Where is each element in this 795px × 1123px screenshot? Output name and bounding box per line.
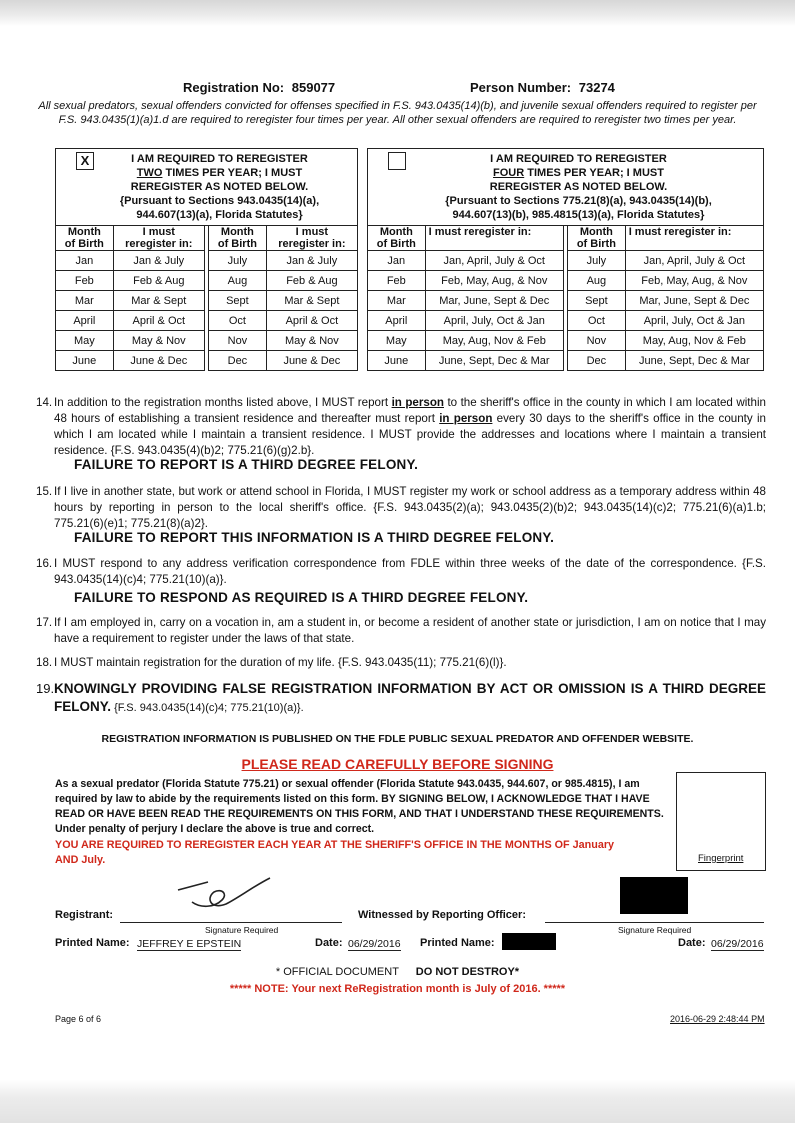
next-reregistration-note: ***** NOTE: Your next ReRegistration month is July of 2016. ***** [229, 983, 566, 995]
col-month-2: of Birth [217, 238, 257, 250]
date-right-value: 06/29/2016 [711, 938, 764, 950]
cell: Mar & Sept [266, 291, 357, 311]
item-16 [36, 556, 766, 588]
two-times-table [55, 148, 358, 371]
item-15 [36, 484, 766, 532]
table-row [56, 271, 358, 291]
table-row [368, 271, 764, 291]
two-times-line2-rest: TIMES PER YEAR; I MUST [162, 167, 303, 179]
cell: Jan & July [266, 251, 357, 271]
signature-required-left: Signature Required [205, 925, 279, 935]
false-info-warning: KNOWINGLY PROVIDING FALSE REGISTRATION INFORMATION BY ACT OR OMISSION IS A THIRD DEGREE FELONY. [54, 681, 766, 714]
cell: May & Nov [113, 331, 204, 351]
printed-name-label-2: Printed Name: [420, 937, 495, 949]
felony-warning-14: FAILURE TO REPORT IS A THIRD DEGREE FELONY. [74, 457, 419, 472]
two-times-underlined: TWO [136, 167, 163, 179]
item-text: I MUST maintain registration for the duration of my life. {F.S. 943.0435(11); 775.21(6)(l)}. [54, 656, 507, 669]
cell: Sept [209, 291, 267, 311]
col-must-header-2 [625, 226, 763, 251]
item-number: 16. [36, 557, 53, 570]
registration-value: 859077 [291, 80, 336, 95]
col-must-header-2 [266, 226, 357, 251]
cell: Feb & Aug [266, 271, 357, 291]
cell: June [368, 351, 426, 371]
cell: Feb [56, 271, 114, 291]
col-must: I must reregister in: [628, 226, 732, 238]
item-18 [36, 655, 766, 671]
cell: Oct [568, 311, 626, 331]
cell: Nov [209, 331, 267, 351]
cell: Mar, June, Sept & Dec [425, 291, 563, 311]
cell: Jan [56, 251, 114, 271]
fingerprint-label: Fingerprint [698, 853, 744, 864]
felony-warning-15: FAILURE TO REPORT THIS INFORMATION IS A THIRD DEGREE FELONY. [74, 530, 555, 545]
table-row [56, 351, 358, 371]
witness-label: Witnessed by Reporting Officer: [358, 909, 526, 921]
item-text: to the sheriff's office in the county in which I am located within 48 hours of establishing a transient residence and thereafter must report [54, 396, 766, 425]
item-text: If I live in another state, but work or attend school in Florida, I MUST register my work or school address as a temporary address within 48 hours by reporting in person to the local sheriff's office. {F.S. 943.0435(2)(a); 943.0435(2)(b)2; 943.0435(14)(c)2; 775.21(6)(a)1.b; 775.21(6)(e)1; 775.21(8)(a)2}. [54, 485, 766, 530]
cell: May [368, 331, 426, 351]
four-times-line1: I AM REQUIRED TO REREGISTER [490, 153, 667, 165]
cell: Aug [209, 271, 267, 291]
item-number: 18. [36, 656, 53, 669]
col-must: I must reregister in: [428, 226, 532, 238]
col-month-1: Month [379, 226, 413, 238]
item-text: If I am employed in, carry on a vocation in, am a student in, or become a resident of another state or jurisdiction, I am on notice that I may have a requirement to register under the laws of that state. [54, 616, 766, 645]
col-month-header [56, 226, 114, 251]
four-times-line3: REREGISTER AS NOTED BELOW. [489, 181, 668, 193]
cell: April & Oct [266, 311, 357, 331]
table-row [56, 291, 358, 311]
person-number [470, 80, 615, 95]
col-month-1: Month [67, 226, 101, 238]
date-label-left: Date: [315, 937, 343, 949]
col-must-2: reregister in: [125, 238, 193, 250]
cell: Dec [568, 351, 626, 371]
in-person-emphasis: in person [391, 396, 444, 409]
cell: Mar & Sept [113, 291, 204, 311]
cell: May, Aug, Nov & Feb [625, 331, 763, 351]
cell: May [56, 331, 114, 351]
col-month-1: Month [579, 226, 613, 238]
table-row [56, 331, 358, 351]
two-times-line3: REREGISTER AS NOTED BELOW. [130, 181, 309, 193]
cell: Mar [368, 291, 426, 311]
table-row [368, 311, 764, 331]
col-month-header-2 [568, 226, 626, 251]
four-times-line4: {Pursuant to Sections 775.21(8)(a), 943.0435(14)(b), [445, 195, 712, 207]
cell: April, July, Oct & Jan [425, 311, 563, 331]
cell: Nov [568, 331, 626, 351]
four-times-table [367, 148, 764, 371]
item-number: 15. [36, 485, 53, 498]
item-number: 14. [36, 396, 53, 409]
col-month-2: of Birth [64, 238, 104, 250]
two-times-line5: 944.607(13)(a), Florida Statutes} [136, 209, 303, 221]
cell: Jan [368, 251, 426, 271]
four-times-heading [368, 149, 764, 226]
col-must-header [113, 226, 204, 251]
do-not-destroy: DO NOT DESTROY* [415, 966, 520, 978]
printed-name-value: JEFFREY E EPSTEIN [137, 938, 242, 950]
cell: July [568, 251, 626, 271]
table-row [56, 251, 358, 271]
redaction-officer-name [502, 933, 556, 950]
item-number: 17. [36, 616, 53, 629]
cell: June, Sept, Dec & Mar [625, 351, 763, 371]
four-times-line5: 944.607(13)(b), 985.4815(13)(a), Florida Statutes} [452, 209, 705, 221]
person-label: Person Number: [470, 80, 572, 95]
acknowledgement-text: As a sexual predator (Florida Statute 775.21) or sexual offender (Florida Statute 943.0435, 944.607, or 985.4815), I am required by law to abide by the requirements listed on this form. BY SIGNING BELOW, I ACKNOWLEDGE THAT I HAVE READ OR HAVE BEEN READ THE REQUIREMENTS ON THIS FORM, AND THAT I UNDERSTAND THESE REQUIREMENTS. Under penalty of perjury I declare the above is true and correct. [55, 778, 664, 835]
four-times-line2-rest: TIMES PER YEAR; I MUST [524, 167, 664, 179]
signature-stroke [178, 878, 270, 906]
registrant-signature-line[interactable] [120, 922, 342, 923]
cell: Feb, May, Aug, & Nov [425, 271, 563, 291]
cell: April & Oct [113, 311, 204, 331]
official-document: * OFFICIAL DOCUMENT [275, 966, 399, 978]
cell: Sept [568, 291, 626, 311]
signature-required-right: Signature Required [618, 925, 692, 935]
four-times-checkbox[interactable] [388, 152, 406, 170]
four-times-line2 [398, 166, 759, 180]
cell: April, July, Oct & Jan [625, 311, 763, 331]
two-times-heading [56, 149, 358, 226]
cell: Mar [56, 291, 114, 311]
registrant-signature [170, 872, 280, 918]
cell: Jan, April, July & Oct [425, 251, 563, 271]
in-person-emphasis: in person [439, 412, 493, 425]
registrant-label: Registrant: [55, 909, 114, 921]
cell: Jan, April, July & Oct [625, 251, 763, 271]
published-note: REGISTRATION INFORMATION IS PUBLISHED ON THE FDLE PUBLIC SEXUAL PREDATOR AND OFFENDER WEBSITE. [101, 733, 694, 745]
col-must-header [425, 226, 563, 251]
checkbox-mark: X [80, 153, 90, 168]
two-times-line4: {Pursuant to Sections 943.0435(14)(a), [119, 195, 320, 207]
date-left-value: 06/29/2016 [348, 938, 401, 950]
cell: Dec [209, 351, 267, 371]
cell: May, Aug, Nov & Feb [425, 331, 563, 351]
official-document-line [0, 966, 795, 978]
felony-warning-16: FAILURE TO RESPOND AS REQUIRED IS A THIRD DEGREE FELONY. [74, 590, 529, 605]
cell: May & Nov [266, 331, 357, 351]
table-row [56, 311, 358, 331]
item-19 [36, 680, 766, 717]
table-row [368, 351, 764, 371]
cell: April [56, 311, 114, 331]
col-month-header-2 [209, 226, 267, 251]
cell: June & Dec [266, 351, 357, 371]
intro-paragraph: All sexual predators, sexual offenders convicted for offenses specified in F.S. 943.0435(14)(b), and juvenile sexual offenders required to register per F.S. 943.0435(1)(a)1.d are required to reregister four times per year. All other sexual offenders are required to reregister two times per year. [38, 100, 757, 126]
cell: Feb & Aug [113, 271, 204, 291]
two-times-line2 [86, 166, 353, 180]
item-text: every 30 days to the sheriff's office in the county in which I am located while I maintain a transient residence. I MUST provide the addresses and locations where I maintain a transient residence. {F.S. 943.0435(4)(b)2; 775.21(6)(g)2.b}. [54, 412, 766, 457]
item-text: In addition to the registration months listed above, I MUST report [54, 396, 392, 409]
cell: July [209, 251, 267, 271]
col-must-2: reregister in: [278, 238, 346, 250]
cell: June, Sept, Dec & Mar [425, 351, 563, 371]
two-times-line1: I AM REQUIRED TO REREGISTER [131, 153, 308, 165]
item-citation: {F.S. 943.0435(14)(c)4; 775.21(10)(a)}. [111, 702, 304, 714]
person-value: 73274 [578, 80, 615, 95]
cell: Mar, June, Sept & Dec [625, 291, 763, 311]
col-must-1: I must [295, 226, 329, 238]
page-number: Page 6 of 6 [55, 1014, 102, 1024]
item-number: 19. [36, 681, 55, 696]
cell: Feb, May, Aug, & Nov [625, 271, 763, 291]
cell: Oct [209, 311, 267, 331]
redaction-witness-signature [620, 877, 688, 914]
cell: April [368, 311, 426, 331]
two-times-checkbox[interactable] [76, 152, 94, 170]
table-row [368, 331, 764, 351]
witness-signature-line[interactable] [545, 922, 764, 923]
col-month-header [368, 226, 426, 251]
item-text: I MUST respond to any address verification correspondence from FDLE within three weeks of the date of the correspondence. {F.S. 943.0435(14)(c)4; 775.21(10)(a)}. [54, 557, 766, 586]
four-times-underlined: FOUR [493, 167, 525, 179]
table-row [368, 291, 764, 311]
cell: Feb [368, 271, 426, 291]
read-carefully-heading: PLEASE READ CAREFULLY BEFORE SIGNING [241, 756, 554, 772]
item-14 [36, 395, 766, 459]
print-timestamp: 2016-06-29 2:48:44 PM [670, 1014, 765, 1024]
cell: Aug [568, 271, 626, 291]
printed-name-label: Printed Name: [55, 937, 130, 949]
reregister-notice: YOU ARE REQUIRED TO REREGISTER EACH YEAR AT THE SHERIFF'S OFFICE IN THE MONTHS OF January AND July. [55, 839, 615, 866]
table-row [368, 251, 764, 271]
col-must-1: I must [142, 226, 175, 238]
cell: Jan & July [113, 251, 204, 271]
cell: June [56, 351, 114, 371]
registration-number [183, 80, 335, 95]
registration-label: Registration No: [183, 80, 285, 95]
cell: June & Dec [113, 351, 204, 371]
col-month-1: Month [220, 226, 254, 238]
col-month-2: of Birth [376, 238, 416, 250]
col-month-2: of Birth [576, 238, 616, 250]
item-17 [36, 615, 766, 647]
date-label-right: Date: [678, 937, 706, 949]
